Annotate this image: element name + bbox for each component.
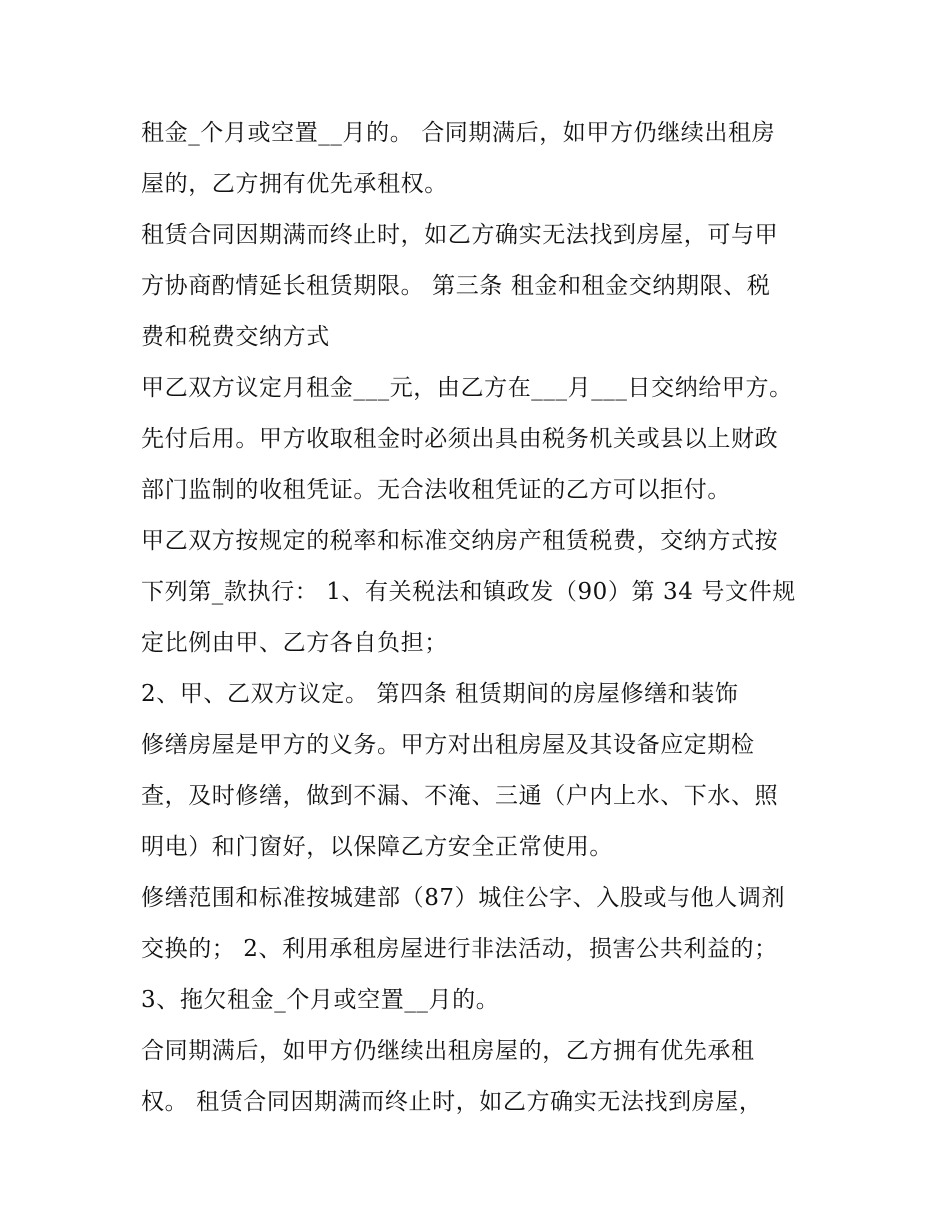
text-line: 甲乙双方议定月租金___元，由乙方在___月___日交纳给甲方。 — [141, 375, 793, 401]
text-line: 方协商酌情延长租赁期限。 第三条 租金和租金交纳期限、税 — [141, 273, 771, 299]
text-line: 租金_个月或空置__月的。 合同期满后，如甲方仍继续出租房 — [141, 120, 776, 146]
text-line: 下列第_款执行： 1、有关税法和镇政发（90）第 34 号文件规 — [141, 579, 796, 605]
text-line: 修缮范围和标准按城建部（87）城住公字、入股或与他人调剂 — [141, 885, 786, 911]
text-line: 甲乙双方按规定的税率和标准交纳房产租赁税费，交纳方式按 — [141, 528, 779, 554]
text-line: 租赁合同因期满而终止时，如乙方确实无法找到房屋，可与甲 — [141, 222, 779, 248]
text-line: 屋的，乙方拥有优先承租权。 — [141, 171, 448, 197]
text-line: 部门监制的收租凭证。无合法收租凭证的乙方可以拒付。 — [141, 477, 731, 503]
text-line: 费和税费交纳方式 — [141, 324, 330, 350]
text-line: 2、甲、乙双方议定。 第四条 租赁期间的房屋修缮和装饰 — [141, 681, 739, 707]
text-line: 定比例由甲、乙方各自负担； — [141, 630, 448, 656]
text-line: 修缮房屋是甲方的义务。甲方对出租房屋及其设备应定期检 — [141, 732, 755, 758]
text-line: 查，及时修缮，做到不漏、不淹、三通（户内上水、下水、照 — [141, 783, 779, 809]
document-body — [141, 108, 831, 1128]
text-line: 权。 租赁合同因期满而终止时，如乙方确实无法找到房屋， — [141, 1089, 763, 1115]
text-line: 明电）和门窗好，以保障乙方安全正常使用。 — [141, 834, 613, 860]
text-line: 交换的； 2、利用承租房屋进行非法活动，损害公共利益的； — [141, 936, 778, 962]
text-line: 先付后用。甲方收取租金时必须出具由税务机关或县以上财政 — [141, 426, 779, 452]
text-line: 合同期满后，如甲方仍继续出租房屋的，乙方拥有优先承租 — [141, 1038, 755, 1064]
text-line: 3、拖欠租金_个月或空置__月的。 — [141, 987, 500, 1013]
